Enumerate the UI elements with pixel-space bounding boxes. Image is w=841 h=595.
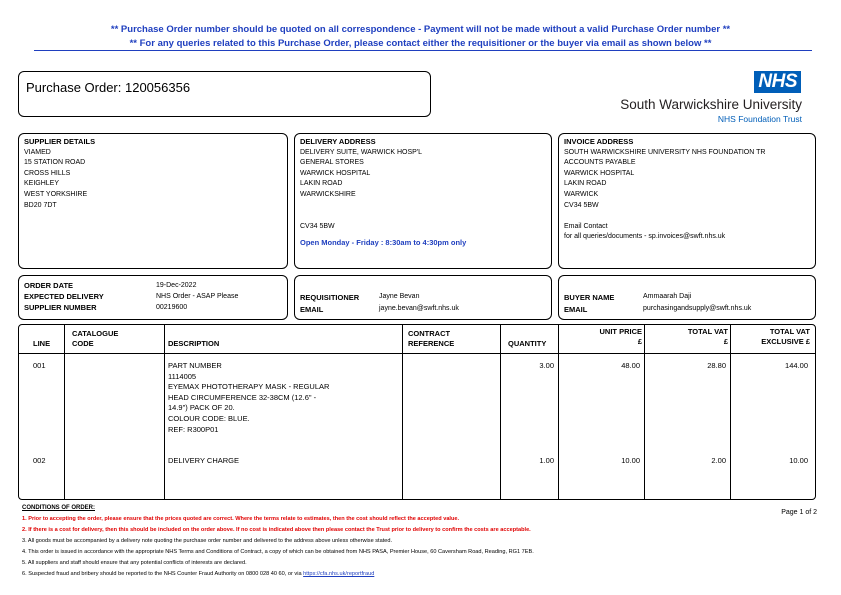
payment-notice: ** Purchase Order number should be quoted on all correspondence - Payment will not be made without a valid Purchase Order number **	[110, 24, 731, 35]
row-1-line: 001	[33, 361, 46, 370]
requisitioner-name: Jayne Bevan	[379, 293, 420, 300]
delivery-address-line: CV34 5BW	[300, 222, 335, 230]
requisitioner-email-label: EMAIL	[300, 305, 324, 314]
row-2-line: 002	[33, 456, 46, 465]
condition-3: 3. All goods must be accompanied by a delivery note quoting the purchase order number and delivered to the address above unless otherwise stated.	[22, 538, 393, 544]
invoice-address-line: LAKIN ROAD	[564, 180, 607, 188]
supplier-number-label: SUPPLIER NUMBER	[24, 303, 97, 312]
invoice-address-line: CV34 5BW	[564, 201, 599, 209]
queries-notice: ** For any queries related to this Purchase Order, please contact either the requisitioner or the buyer via email as shown below **	[129, 38, 712, 49]
po-title: Purchase Order: 120056356	[26, 80, 191, 95]
table-header-divider	[18, 353, 816, 354]
description-line: EYEMAX PHOTOTHERAPY MASK - REGULAR	[168, 382, 330, 392]
order-date-label: ORDER DATE	[24, 281, 74, 290]
col-header-contract	[408, 329, 454, 349]
invoice-address-line: for all queries/documents - sp.invoices@swft.nhs.uk	[564, 233, 726, 241]
page-number: Page 1 of 2	[781, 509, 817, 516]
supplier-address-line: KEIGHLEY	[24, 180, 60, 188]
requisitioner-email[interactable]: jayne.bevan@swft.nhs.uk	[379, 305, 459, 312]
condition-4: 4. This order is issued in accordance with the appropriate NHS Terms and Conditions of Contract, a copy of which can be obtained from NHS PASA, Premier House, 60 Caversham Road, Reading, RG1 7EB.	[22, 549, 534, 555]
invoice-address-line	[564, 211, 765, 222]
delivery-details	[300, 137, 466, 249]
col-header-total-exclusive	[730, 327, 810, 347]
nhs-badge: NHS	[754, 71, 801, 93]
nhs-logo	[588, 70, 802, 126]
supplier-address-line: 15 STATION ROAD	[24, 159, 86, 167]
col-header-catalogue	[72, 329, 118, 349]
col-header-contract-1: CONTRACT	[408, 329, 451, 338]
description-line: HEAD CIRCUMFERENCE 32-38CM (12.6" -	[168, 392, 317, 402]
row-2-unit-price: 10.00	[621, 456, 640, 465]
buyer-email[interactable]: purchasingandsupply@swft.nhs.uk	[643, 305, 752, 312]
row-1-quantity: 3.00	[539, 361, 554, 370]
delivery-hours: Open Monday - Friday : 8:30am to 4:30pm only	[300, 238, 467, 248]
condition-2: 2. If there is a cost for delivery, then this should be included on the order above. If no cost is indicated above then please contact the Trust prior to delivery to confirm the costs are acceptable.	[22, 527, 531, 533]
row-2-quantity: 1.00	[539, 456, 554, 465]
expected-delivery-label: EXPECTED DELIVERY	[24, 292, 104, 301]
delivery-lines	[300, 148, 466, 233]
supplier-address-line: BD20 7DT	[24, 201, 57, 209]
invoice-lines	[564, 148, 765, 243]
invoice-details	[564, 137, 765, 243]
row-2-total-exclusive: 10.00	[789, 456, 808, 465]
col-divider	[730, 324, 731, 500]
supplier-address-line: CROSS HILLS	[24, 169, 71, 177]
delivery-heading: DELIVERY ADDRESS	[300, 137, 376, 146]
col-header-total-vat	[644, 327, 728, 347]
col-header-catalogue-1: CATALOGUE	[72, 329, 119, 338]
col-header-total-exclusive-1: TOTAL VAT	[769, 327, 810, 336]
col-divider	[500, 324, 501, 500]
supplier-address-line: VIAMED	[24, 148, 51, 156]
delivery-address-line: DELIVERY SUITE, WARWICK HOSP'L	[300, 148, 423, 156]
conditions-heading: CONDITIONS OF ORDER:	[22, 505, 95, 511]
condition-1: 1. Prior to accepting the order, please ensure that the prices quoted are correct. Where the terms relate to estimates, then the cost should reflect the accepted value.	[22, 516, 460, 522]
col-header-unit-price	[558, 327, 642, 347]
row-1-total-exclusive: 144.00	[785, 361, 808, 370]
delivery-address-line	[300, 201, 466, 212]
col-header-catalogue-2: CODE	[72, 339, 94, 348]
invoice-address-line: WARWICK	[564, 190, 599, 198]
delivery-address-line: WARWICKSHIRE	[300, 190, 356, 198]
invoice-address-line: Email Contact	[564, 222, 608, 230]
col-divider	[558, 324, 559, 500]
condition-6	[22, 569, 374, 580]
description-line: PART NUMBER	[168, 361, 222, 370]
invoice-address-line: WARWICK HOSPITAL	[564, 169, 635, 177]
row-2-total-vat: 2.00	[711, 456, 726, 465]
line-items-table	[18, 324, 816, 500]
report-fraud-link[interactable]: https://cfa.nhs.uk/reportfraud	[303, 571, 375, 577]
col-header-unit-price-2: £	[637, 337, 642, 346]
row-1-description	[168, 361, 329, 435]
buyer-email-label: EMAIL	[564, 305, 588, 314]
description-line: COLOUR CODE: BLUE.	[168, 413, 250, 423]
row-1-total-vat: 28.80	[707, 361, 726, 370]
condition-6-text: 6. Suspected fraud and bribery should be reported to the NHS Counter Fraud Authority on 0800 028 40 60, or via	[22, 571, 304, 577]
notice-divider	[34, 50, 812, 51]
col-header-total-exclusive-2: EXCLUSIVE £	[761, 337, 810, 346]
invoice-address-line: ACCOUNTS PAYABLE	[564, 159, 636, 167]
invoice-address-line: SOUTH WARWICKSHIRE UNIVERSITY NHS FOUNDATION TR	[564, 148, 766, 156]
col-header-unit-price-1: UNIT PRICE	[599, 327, 642, 336]
delivery-address-line: WARWICK HOSPITAL	[300, 169, 371, 177]
supplier-heading: SUPPLIER DETAILS	[24, 137, 96, 146]
description-line: 14.9") PACK OF 20.	[168, 403, 235, 413]
supplier-number-value: 00219600	[156, 304, 188, 311]
supplier-lines	[24, 148, 95, 212]
row-1-unit-price: 48.00	[621, 361, 640, 370]
buyer-name: Ammaarah Daji	[643, 293, 692, 300]
col-divider	[164, 324, 165, 500]
supplier-address-line: WEST YORKSHIRE	[24, 190, 88, 198]
col-header-quantity: QUANTITY	[508, 339, 547, 348]
expected-delivery-value: NHS Order - ASAP Please	[156, 293, 239, 300]
trust-subtitle: NHS Foundation Trust	[717, 114, 802, 124]
col-divider	[402, 324, 403, 500]
col-header-total-vat-1: TOTAL VAT	[687, 327, 728, 336]
condition-5: 5. All suppliers and staff should ensure that any potential conflicts of interests are declared.	[22, 560, 247, 566]
requisitioner-label: REQUISITIONER	[300, 293, 360, 302]
description-line: DELIVERY CHARGE	[168, 456, 239, 465]
col-header-contract-2: REFERENCE	[408, 339, 455, 348]
trust-name: South Warwickshire University	[620, 97, 802, 112]
supplier-details	[24, 137, 95, 211]
col-header-description: DESCRIPTION	[168, 339, 220, 348]
invoice-heading: INVOICE ADDRESS	[564, 137, 634, 146]
description-line: 1114005	[168, 371, 197, 381]
delivery-address-line: GENERAL STORES	[300, 159, 364, 167]
description-line: REF: R300P01	[168, 424, 219, 434]
delivery-address-line	[300, 211, 466, 222]
order-date-value: 19-Dec-2022	[156, 282, 197, 289]
col-divider	[644, 324, 645, 500]
row-2-description	[168, 456, 239, 467]
col-divider	[64, 324, 65, 500]
col-header-total-vat-2: £	[723, 337, 728, 346]
buyer-name-label: BUYER NAME	[564, 293, 615, 302]
delivery-address-line: LAKIN ROAD	[300, 180, 343, 188]
col-header-line: LINE	[33, 339, 51, 348]
